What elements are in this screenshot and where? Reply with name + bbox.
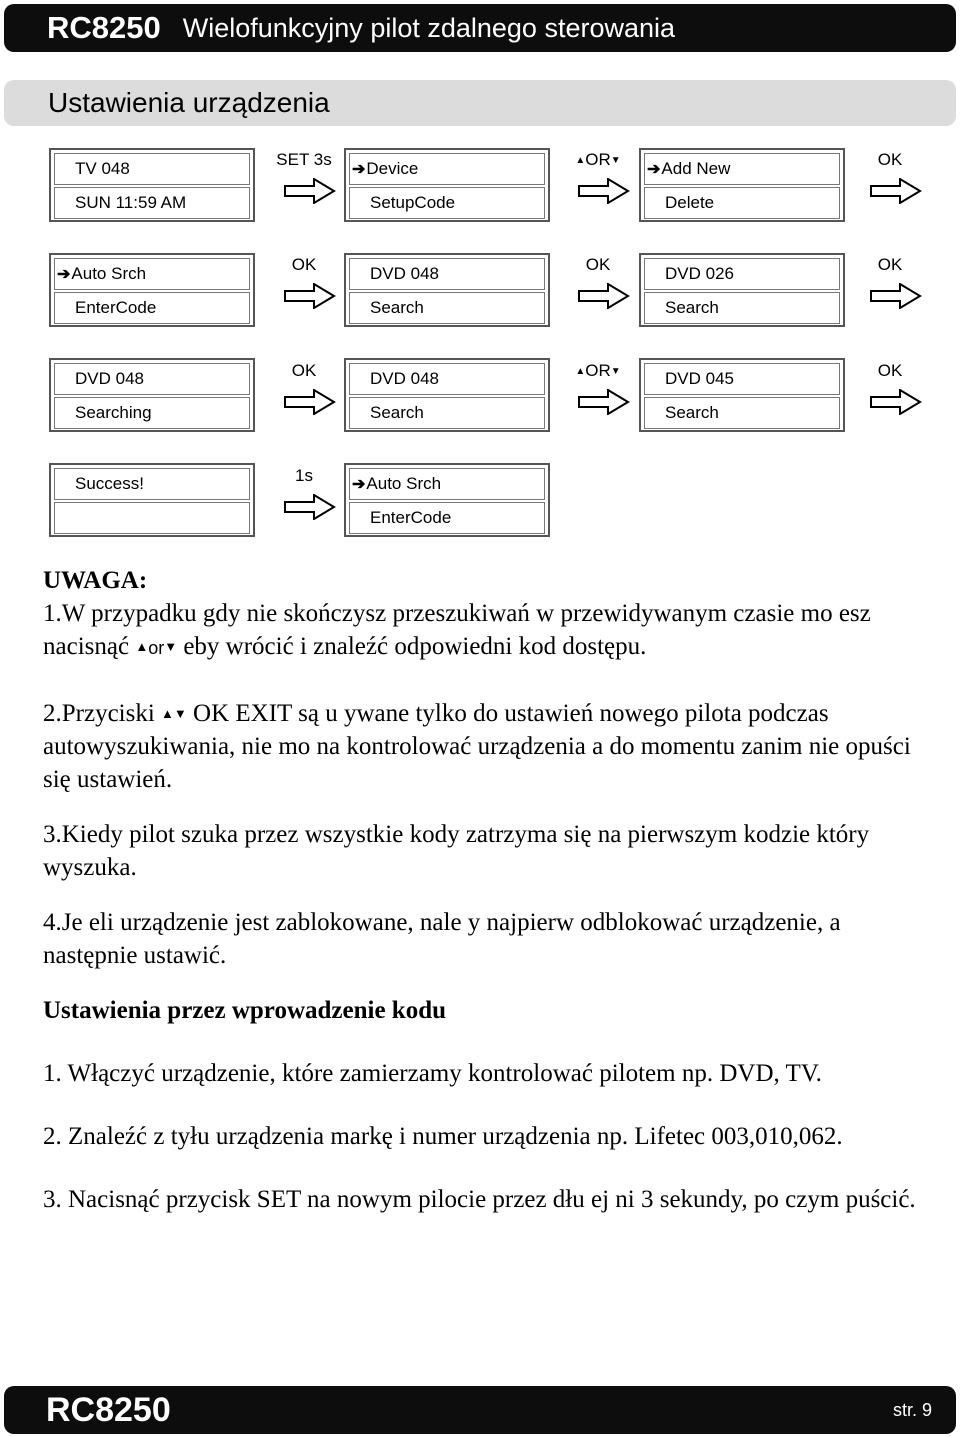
connector-label: OK [291,255,317,274]
connector-label [558,361,638,381]
code-entry-step-1: 1. Włączyć urządzenie, które zamierzamy kontrolować pilotem np. DVD, TV. [43,1060,822,1087]
up-triangle-icon: ▲ [575,366,586,377]
connector-ok [850,150,930,220]
lcd-line: Delete [644,187,840,219]
lcd-line: Searching [54,397,250,429]
down-triangle-icon: ▼ [164,639,178,654]
connector-label: OK [291,361,317,380]
section-title [4,80,956,126]
connector-label: OK [877,150,903,169]
connector-or [558,361,638,431]
connector-ok [558,255,638,325]
notes-heading: UWAGA: [43,567,148,594]
connector-label: OK [585,255,611,274]
header-title: Wielofunkcyjny pilot zdalnego sterowania [182,12,676,43]
notes [43,564,923,1216]
connector-or-text: OR [585,361,611,380]
pointer-arrow-icon: ➔ [352,161,366,178]
lcd-line: DVD 048 [54,363,250,395]
down-triangle-icon: ▼ [173,706,187,721]
lcd-line: SUN 11:59 AM [54,187,250,219]
lcd-line [349,153,545,185]
code-entry-step-2: 2. Znaleźć z tyłu urządzenia markę i numer urządzenia np. Lifetec 003,010,062. [43,1123,843,1150]
code-entry-heading: Ustawienia przez wprowadzenie kodu [43,997,447,1024]
note-text: 1.W przypadku gdy nie skończysz przeszukiwań w przewidywanym czasie mo esz nacisnąć [43,600,871,660]
page-number: str. 9 [892,1399,932,1420]
up-triangle-icon: ▲ [135,639,149,654]
lcd-text: Add New [661,159,731,178]
lcd-add-menu [639,148,845,222]
up-triangle-icon: ▲ [161,706,174,721]
lcd-text: Auto Srch [71,264,147,283]
lcd-dvd048-searching [49,358,255,432]
lcd-autosrch [344,463,550,537]
lcd-line: SetupCode [349,187,545,219]
footer-bar [4,1386,956,1434]
pointer-arrow-icon: ➔ [352,476,366,493]
connector-ok [850,255,930,325]
lcd-dvd048-search [344,253,550,327]
pointer-arrow-icon: ➔ [647,161,661,178]
note-1 [43,597,923,665]
hollow-arrow-icon [870,178,922,204]
lcd-autosrch [49,253,255,327]
code-entry-step-3: 3. Nacisnąć przycisk SET na nowym pilocie przez dłu ej ni 3 sekundy, po czym puścić. [43,1186,916,1213]
connector-label [558,150,638,170]
connector-ok [264,361,344,431]
lcd-line [644,153,840,185]
lcd-line: Search [644,397,840,429]
lcd-line: TV 048 [54,153,250,185]
hollow-arrow-icon [578,178,630,204]
lcd-tv [49,148,255,222]
up-triangle-icon: ▲ [575,155,586,166]
lcd-line: DVD 045 [644,363,840,395]
note-text: 2.Przyciski [43,700,162,727]
lcd-dvd026-search [639,253,845,327]
lcd-line: DVD 026 [644,258,840,290]
down-triangle-icon: ▼ [610,155,621,166]
lcd-line [54,502,250,534]
lcd-dvd045-search [639,358,845,432]
connector-ok [264,255,344,325]
connector-or [558,150,638,220]
note-3: 3.Kiedy pilot szuka przez wszystkie kody zatrzyma się na pierwszym kodzie który wyszuka. [43,821,870,881]
lcd-line [349,468,545,500]
note-text: OK EXIT są u ywane tylko do ustawień nowego pilota podczas autowyszukiwania, nie mo na kontrolować urządzenia a do momentu zanim nie opuści się ustawień. [43,700,911,793]
connector-label: OK [877,255,903,274]
connector-label: SET 3s [276,150,332,169]
section-title-text: Ustawienia urządzenia [48,87,330,118]
connector-label: OK [877,361,903,380]
connector-1s [264,466,344,536]
lcd-success [49,463,255,537]
lcd-line: EnterCode [349,502,545,534]
note-4: 4.Je eli urządzenie jest zablokowane, nale y najpierw odblokować urządzenie, a następnie ustawić. [43,909,841,969]
connector-label: 1s [295,466,313,485]
hollow-arrow-icon [578,283,630,309]
hollow-arrow-icon [578,389,630,415]
lcd-dvd048-search [344,358,550,432]
header-bar [4,4,956,52]
note-text: eby wrócić i znaleźć odpowiedni kod dostępu. [177,633,647,660]
hollow-arrow-icon [284,283,336,309]
connector-or-text: OR [585,150,611,169]
lcd-text: Device [366,159,419,178]
lcd-text: Auto Srch [366,474,442,493]
lcd-line: Success! [54,468,250,500]
note-2 [43,697,923,796]
connector-ok [850,361,930,431]
lcd-line: Search [644,292,840,324]
lcd-line: Search [349,397,545,429]
hollow-arrow-icon [284,494,336,520]
lcd-line: DVD 048 [349,258,545,290]
lcd-line: Search [349,292,545,324]
lcd-line: EnterCode [54,292,250,324]
lcd-line [54,258,250,290]
connector-set3s [264,150,344,220]
hollow-arrow-icon [870,283,922,309]
note-or-text: or [148,638,165,658]
hollow-arrow-icon [870,389,922,415]
lcd-line: DVD 048 [349,363,545,395]
hollow-arrow-icon [284,389,336,415]
header-model: RC8250 [47,10,161,45]
footer-model: RC8250 [46,1390,171,1429]
down-triangle-icon: ▼ [610,366,621,377]
pointer-arrow-icon: ➔ [57,266,71,283]
hollow-arrow-icon [284,178,336,204]
lcd-device-menu [344,148,550,222]
